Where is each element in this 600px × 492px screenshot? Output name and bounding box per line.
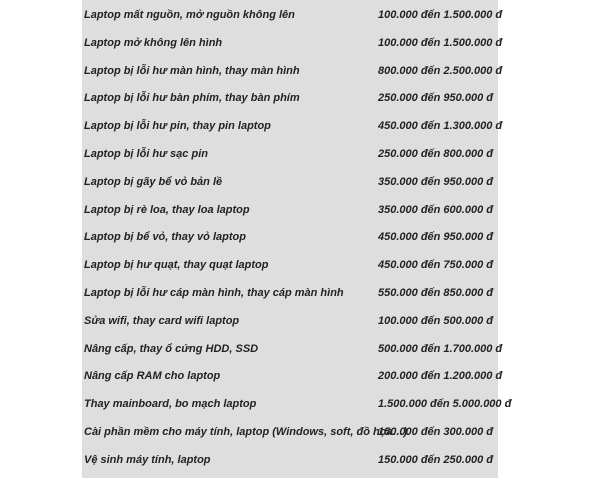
service-name: Nâng cấp, thay ổ cứng HDD, SSD [84, 342, 259, 355]
service-name: Laptop bị lỗi hư bàn phím, thay bàn phím [84, 92, 300, 105]
service-name: Laptop bị rè loa, thay loa laptop [84, 203, 250, 216]
service-name: Laptop mất nguồn, mở nguồn không lên [84, 9, 295, 21]
service-price: 250.000 đến 950.000 đ [378, 92, 493, 105]
service-name: Cài phần mềm cho máy tính, laptop (Windows, soft, đồ họa…) [84, 426, 408, 438]
service-price: 450.000 đến 1.300.000 đ [378, 120, 503, 133]
service-price: 150.000 đến 250.000 đ [378, 453, 493, 466]
service-name: Laptop bị hư quạt, thay quạt laptop [84, 259, 269, 272]
price-list-table [82, 0, 512, 478]
service-price: 450.000 đến 750.000 đ [378, 259, 493, 272]
service-name: Thay mainboard, bo mạch laptop [84, 398, 257, 411]
service-price: 100.000 đến 1.500.000 đ [378, 9, 503, 21]
service-price: 550.000 đến 850.000 đ [378, 287, 493, 299]
service-name: Laptop bị lỗi hư màn hình, thay màn hình [84, 64, 300, 77]
service-name: Laptop mở không lên hình [84, 36, 223, 49]
service-price: 150.000 đến 300.000 đ [378, 426, 493, 438]
service-price: 350.000 đến 600.000 đ [378, 203, 493, 216]
service-price: 350.000 đến 950.000 đ [378, 175, 493, 188]
service-price: 1.500.000 đến 5.000.000 đ [378, 398, 512, 411]
service-price: 800.000 đến 2.500.000 đ [378, 64, 503, 77]
service-name: Vệ sinh máy tính, laptop [84, 453, 211, 466]
service-price: 100.000 đến 1.500.000 đ [378, 36, 503, 49]
service-name: Laptop bị lỗi hư cáp màn hình, thay cáp màn hình [84, 287, 344, 299]
service-price: 500.000 đến 1.700.000 đ [378, 342, 503, 355]
service-name: Laptop bị bể vỏ, thay vỏ laptop [84, 231, 246, 244]
service-price: 200.000 đến 1.200.000 đ [378, 370, 503, 383]
service-name: Laptop bị lỗi hư pin, thay pin laptop [84, 120, 271, 133]
service-name: Laptop bị gãy bể vỏ bản lề [84, 175, 223, 188]
service-price: 100.000 đến 500.000 đ [378, 314, 493, 327]
service-name: Nâng cấp RAM cho laptop [84, 370, 221, 383]
service-name: Laptop bị lỗi hư sạc pin [84, 148, 208, 160]
service-price: 250.000 đến 800.000 đ [378, 148, 493, 160]
service-price: 450.000 đến 950.000 đ [378, 231, 493, 244]
service-name: Sửa wifi, thay card wifi laptop [84, 314, 240, 327]
